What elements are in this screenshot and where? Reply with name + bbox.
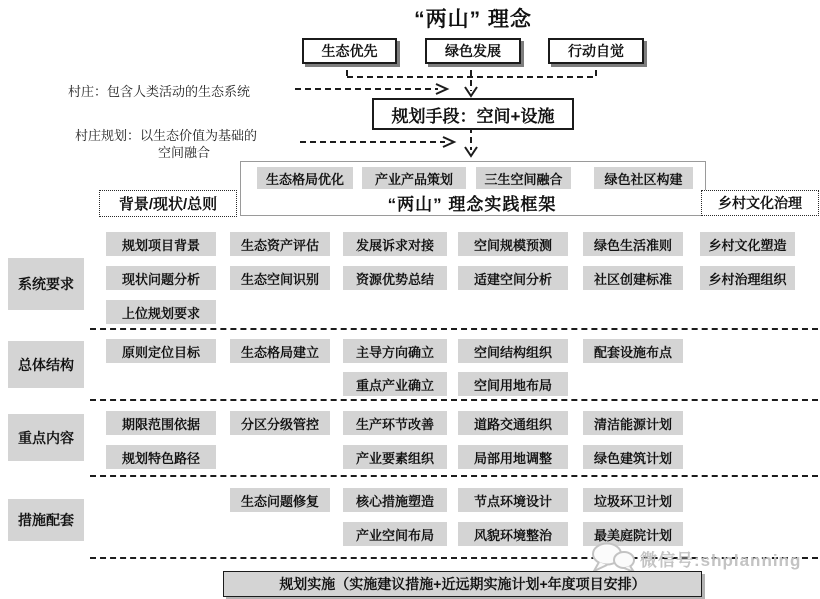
framework-pillar-eco-pattern: 生态格局优化 bbox=[257, 167, 353, 189]
section-divider bbox=[90, 475, 818, 477]
grid-chip: 适建空间分析 bbox=[458, 266, 568, 290]
grid-chip: 原则定位目标 bbox=[106, 339, 216, 363]
grid-chip: 绿色建筑计划 bbox=[583, 445, 683, 469]
section-label-key-content: 重点内容 bbox=[8, 414, 84, 461]
grid-chip: 社区创建标准 bbox=[583, 266, 683, 290]
grid-chip: 生态问题修复 bbox=[230, 488, 330, 512]
grid-chip: 生产环节改善 bbox=[343, 411, 447, 435]
grid-chip: 规划特色路径 bbox=[106, 445, 216, 469]
planning-tool-box: 规划手段：空间+设施 bbox=[372, 98, 574, 130]
grid-chip: 资源优势总结 bbox=[343, 266, 447, 290]
grid-chip: 上位规划要求 bbox=[106, 300, 216, 324]
principle-box-eco-priority: 生态优先 bbox=[302, 38, 397, 64]
grid-chip: 最美庭院计划 bbox=[583, 522, 683, 546]
grid-chip: 规划项目背景 bbox=[106, 232, 216, 256]
grid-chip: 垃圾环卫计划 bbox=[583, 488, 683, 512]
section-label-system-requirements: 系统要求 bbox=[8, 258, 84, 310]
principle-box-action-awareness: 行动自觉 bbox=[548, 38, 644, 64]
background-status-box: 背景/现状/总则 bbox=[99, 190, 237, 217]
principle-box-green-development: 绿色发展 bbox=[425, 38, 521, 64]
grid-chip: 期限范围依据 bbox=[106, 411, 216, 435]
framework-pillar-three-spaces: 三生空间融合 bbox=[476, 167, 571, 189]
grid-chip: 产业要素组织 bbox=[343, 445, 447, 469]
grid-chip: 道路交通组织 bbox=[458, 411, 568, 435]
village-annotation: 村庄：包含人类活动的生态系统 bbox=[68, 84, 251, 99]
grid-chip: 空间规模预测 bbox=[458, 232, 568, 256]
grid-chip: 发展诉求对接 bbox=[343, 232, 447, 256]
grid-chip: 风貌环境整治 bbox=[458, 522, 568, 546]
wechat-icon bbox=[590, 541, 636, 575]
section-label-overall-structure: 总体结构 bbox=[8, 341, 84, 388]
framework-pillar-industry-product: 产业产品策划 bbox=[362, 167, 466, 189]
grid-chip: 空间用地布局 bbox=[458, 372, 568, 396]
grid-chip: 现状问题分析 bbox=[106, 266, 216, 290]
section-divider bbox=[90, 328, 818, 330]
grid-chip: 重点产业确立 bbox=[343, 372, 447, 396]
village-planning-line1: 村庄规划：以生态价值为基础的 bbox=[75, 128, 258, 143]
grid-chip: 分区分级管控 bbox=[230, 411, 330, 435]
grid-chip: 生态空间识别 bbox=[230, 266, 330, 290]
grid-chip: 主导方向确立 bbox=[343, 339, 447, 363]
section-divider bbox=[90, 399, 818, 401]
rural-culture-box: 乡村文化治理 bbox=[701, 190, 819, 216]
grid-chip: 生态资产评估 bbox=[230, 232, 330, 256]
grid-chip: 绿色生活准则 bbox=[583, 232, 683, 256]
grid-chip: 配套设施布点 bbox=[583, 339, 683, 363]
framework-title: “两山” 理念实践框架 bbox=[387, 195, 557, 214]
framework-pillar-green-community: 绿色社区构建 bbox=[594, 167, 693, 189]
diagram-title: “两山” 理念 bbox=[414, 8, 532, 31]
grid-chip: 产业空间布局 bbox=[343, 522, 447, 546]
grid-chip: 空间结构组织 bbox=[458, 339, 568, 363]
implementation-bar: 规划实施（实施建议措施+近远期实施计划+年度项目安排） bbox=[223, 571, 702, 597]
grid-chip: 乡村文化塑造 bbox=[700, 232, 795, 256]
village-planning-annotation bbox=[75, 127, 257, 161]
grid-chip: 乡村治理组织 bbox=[700, 266, 795, 290]
grid-chip: 清洁能源计划 bbox=[583, 411, 683, 435]
grid-chip: 节点环境设计 bbox=[458, 488, 568, 512]
village-planning-line2: 空间融合 bbox=[158, 145, 211, 160]
grid-chip: 核心措施塑造 bbox=[343, 488, 447, 512]
watermark-text: 微信号:shplanning bbox=[640, 550, 802, 570]
grid-chip: 生态格局建立 bbox=[230, 339, 330, 363]
wechat-watermark bbox=[590, 541, 801, 575]
section-label-supporting-measures: 措施配套 bbox=[8, 499, 84, 541]
grid-chip: 局部用地调整 bbox=[458, 445, 568, 469]
